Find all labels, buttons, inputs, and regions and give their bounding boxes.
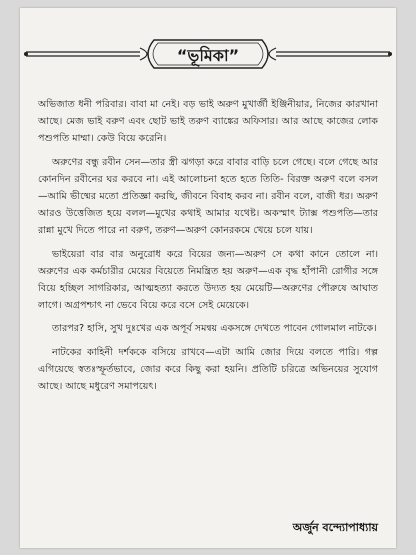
author-signature: অর্জুন বন্দ্যোপাধ্যায় xyxy=(292,521,378,534)
book-page xyxy=(20,8,396,548)
page-title: “ভূমিকা” xyxy=(176,46,240,65)
paragraph: নাটকের কাহিনী দর্শককে বসিয়ে রাখবে—এটা আমি জোর দিয়ে বলতে পারি। গল্প এগিয়েছে স্বতঃস্ফূর্তভাবে, জোর করে কিছু করা হয়নি। প্রতিটি চরিত্রে অভিনয়ের সুযোগ আছে। আছে মধুরেণ সমাপয়েৎ। xyxy=(38,346,378,393)
paragraph: অরুণের বন্ধু রবীন সেন—তার স্ত্রী ঝগড়া করে বাবার বাড়ি চলে গেছে। বলে গেছে আর কোনদিন রবীনের ঘর করবে না। এই আলোচনা হতে হতে তিতি- বিরক্ত অরুণ বলে বসল—আমি ভীষ্মের মতো প্রতিজ্ঞা করছি, জীবনে বিবাহ করব না। রবীন বলে, বাজী ধর। অরুণ আরও উত্তেজিত হয়ে বলল—মুখের কথাই আমার যথেষ্ট। অকস্মাৎ ট্যাক্স পশুপতি—তার রান্না মুখে দিতে পারে না বরুণ, তরুণ—অরুণ কোনরকমে খেয়ে চলে যায়। xyxy=(38,156,378,237)
paragraph: ভাইয়েরা বার বার অনুরোধ করে বিয়ের জন্য—অরুণ সে কথা কানে তোলে না। অরুণের এক কর্মচারীর মেয়ের বিয়েতে নিমন্ত্রিত হয় অরুণ—এক বৃদ্ধ হাঁপানী রোগীর সঙ্গে বিয়ে হচ্ছিল সাগরিকার, আত্মহত্যা করতে উদ্যত হয় মেয়েটি—অরুণের পৌরুষে আঘাত লাগে। অগ্রপশ্চাৎ না ভেবে বিয়ে করে বসে সেই মেয়েকে। xyxy=(38,248,378,312)
heading-banner xyxy=(20,34,396,74)
preface-body xyxy=(38,96,378,401)
paragraph: অভিজাত ধনী পরিবার। বাবা মা নেই। বড় ভাই অরুণ মুখার্জী ইঞ্জিনীয়ার, নিজের কারখানা আছে। মেজ ভাই বরুণ এবং ছোট ভাই তরুণ ব্যাঙ্কের অফিসার। আর আছে কাজের লোক পশুপতি মাম্মা। কেউ বিয়ে করেনি। xyxy=(38,99,378,145)
paragraph: তারপর? হাসি, সুখ দুঃখের এক অপূর্ব সমন্বয় একসঙ্গে দেখতে পাবেন গোলমাল নাটকে। xyxy=(52,323,377,335)
